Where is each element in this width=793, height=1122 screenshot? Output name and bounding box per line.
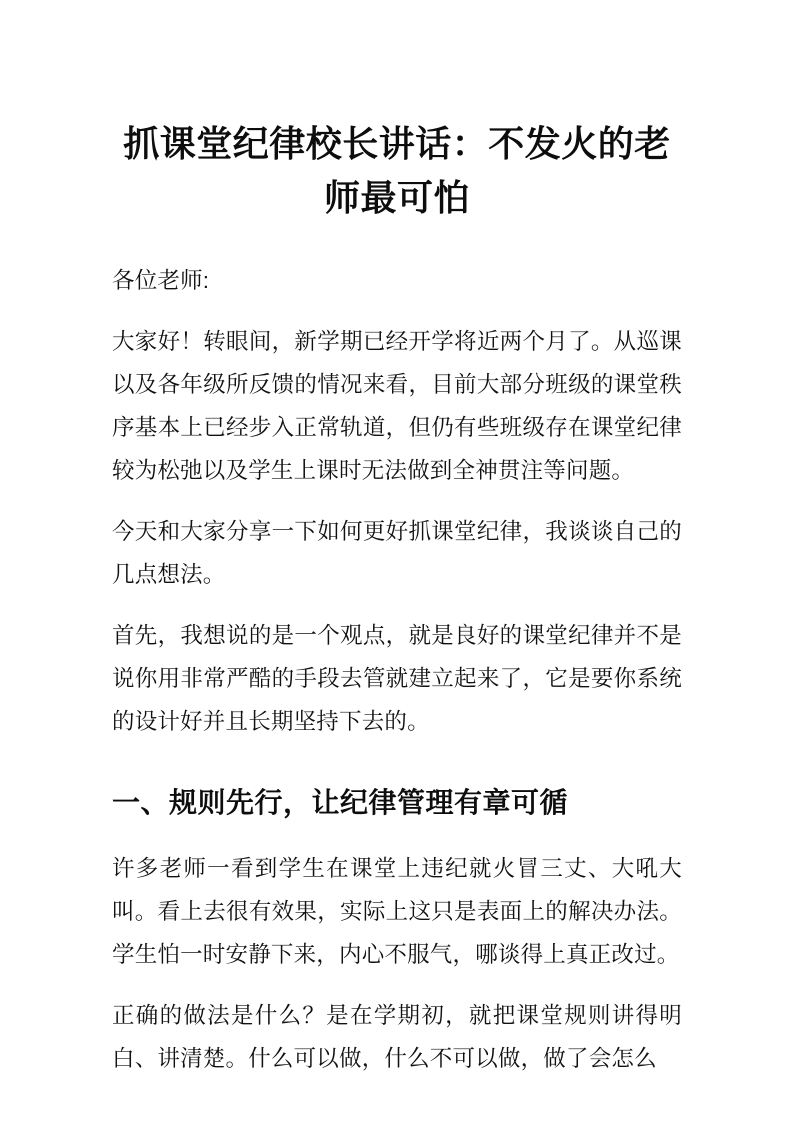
page-title-line-1: 抓课堂纪律校长讲话：不发火的老 <box>123 124 671 164</box>
paragraph-2: 今天和大家分享一下如何更好抓课堂纪律，我谈谈自己的几点想法。 <box>112 519 682 587</box>
paragraph-1: 大家好！转眼间，新学期已经开学将近两个月了。从巡课以及各年级所反馈的情况来看，目前大部分班级的课堂秩序基本上已经步入正常轨道，但仍有些班级存在课堂纪律较为松弛以及学生上课时无法做到全神贯注等问题。 <box>112 329 682 483</box>
document-content <box>112 0 682 1080</box>
section-1-paragraph-1: 许多老师一看到学生在课堂上违纪就火冒三丈、大吼大叫。看上去很有效果，实际上这只是表面上的解决办法。学生怕一时安静下来，内心不服气，哪谈得上真正改过。 <box>112 856 682 967</box>
page-title-line-2: 师最可怕 <box>323 178 470 218</box>
section-heading-1: 一、规则先行，让纪律管理有章可循 <box>112 788 569 819</box>
paragraph-3: 首先，我想说的是一个观点，就是良好的课堂纪律并不是说你用非常严酷的手段去管就建立起来了，它是要你系统的设计好并且长期坚持下去的。 <box>112 623 682 734</box>
page-title <box>112 0 682 225</box>
section-1-paragraph-2: 正确的做法是什么？是在学期初，就把课堂规则讲得明白、讲清楚。什么可以做，什么不可以做，做了会怎么 <box>112 1003 682 1071</box>
salutation: 各位老师: <box>112 268 210 293</box>
